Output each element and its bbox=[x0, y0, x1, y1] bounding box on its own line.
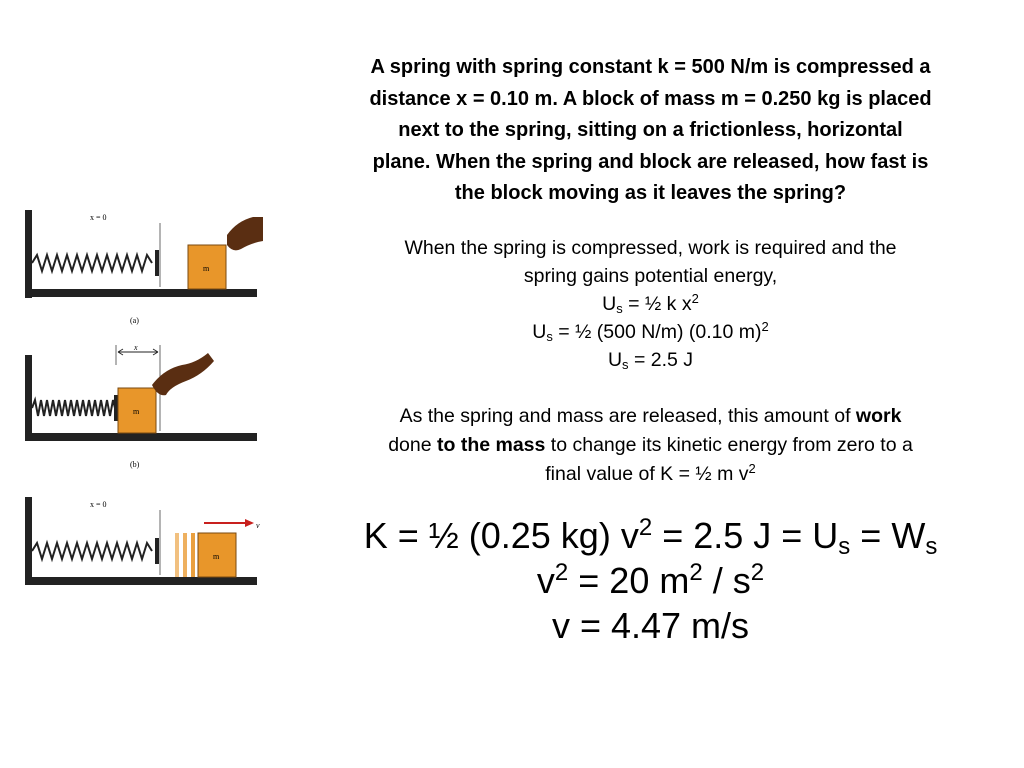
panel-c bbox=[25, 497, 260, 585]
problem-line: plane. When the spring and block are released, how fast is bbox=[372, 150, 929, 173]
block-label-c: m bbox=[213, 552, 220, 561]
spring-block-figure bbox=[22, 205, 267, 605]
x-arrow-b bbox=[118, 349, 158, 355]
release-line: done to the mass to change its kinetic energy from zero to a bbox=[388, 433, 913, 456]
spring-b bbox=[32, 400, 115, 416]
release-line: As the spring and mass are released, this amount of work bbox=[399, 404, 902, 427]
problem-line: next to the spring, sitting on a frictionless, horizontal bbox=[398, 119, 903, 141]
floor-a bbox=[25, 289, 257, 297]
block-label-a: m bbox=[203, 264, 210, 273]
spring-energy-value: $U_s = 2.5$ J bbox=[607, 348, 694, 372]
spring-energy-formula: $U_s$ = ½ k $x^2$ bbox=[602, 290, 699, 316]
motion-blur-2 bbox=[183, 533, 187, 577]
block-label-b: m bbox=[133, 407, 140, 416]
wall-a bbox=[25, 210, 32, 298]
problem-line: the block moving as it leaves the spring? bbox=[454, 182, 847, 204]
floor-c bbox=[25, 577, 257, 585]
x0-label-a: x = 0 bbox=[90, 213, 107, 222]
motion-blur-1 bbox=[175, 533, 179, 577]
explain-line: When the spring is compressed, work is required and the bbox=[404, 236, 897, 259]
explain-line: spring gains potential energy, bbox=[523, 264, 778, 287]
spring-diagram bbox=[22, 205, 267, 605]
wall-c bbox=[25, 497, 32, 585]
problem-line: distance x = 0.10 m. A block of mass m = 0.250 kg is placed bbox=[369, 87, 932, 110]
spring-end-c bbox=[155, 538, 159, 564]
caption-b: (b) bbox=[130, 460, 140, 469]
velocity-result: v = 4.47 m/s bbox=[551, 604, 750, 646]
floor-b bbox=[25, 433, 257, 441]
hand-a-icon bbox=[227, 217, 263, 250]
velocity-arrow-head-icon bbox=[245, 519, 254, 527]
hand-b-icon bbox=[152, 353, 214, 395]
work-energy-explanation bbox=[278, 402, 1023, 489]
potential-energy-explanation bbox=[278, 234, 1023, 374]
problem-statement bbox=[278, 52, 1023, 210]
velocity-squared-equation: $v^2 = 20$ $m^2 / s^2$ bbox=[536, 558, 765, 601]
wall-b bbox=[25, 355, 32, 441]
text-panel bbox=[278, 52, 1023, 648]
x0-label-c: x = 0 bbox=[90, 500, 107, 509]
spring-end-a bbox=[155, 250, 159, 276]
final-solution bbox=[278, 513, 1023, 648]
spring-energy-substitution: $U_s$ = ½ (500 N/m) (0.10 m)$^2$ bbox=[532, 318, 769, 344]
panel-a bbox=[25, 210, 263, 325]
spring-end-b bbox=[114, 395, 118, 421]
caption-a: (a) bbox=[130, 316, 139, 325]
velocity-label: v bbox=[256, 521, 260, 530]
problem-line: A spring with spring constant k = 500 N/m is compressed a bbox=[370, 56, 931, 78]
spring-a bbox=[32, 255, 152, 271]
release-line: final value of K = ½ m $v^2$ bbox=[545, 460, 756, 485]
kinetic-energy-equation: K = ½ (0.25 kg) $v^2 = 2.5$ $J = U_s = W_s$ bbox=[363, 513, 938, 560]
panel-b bbox=[25, 343, 257, 469]
x-label-b: x bbox=[134, 343, 138, 352]
spring-c bbox=[32, 543, 152, 559]
motion-blur-3 bbox=[191, 533, 195, 577]
